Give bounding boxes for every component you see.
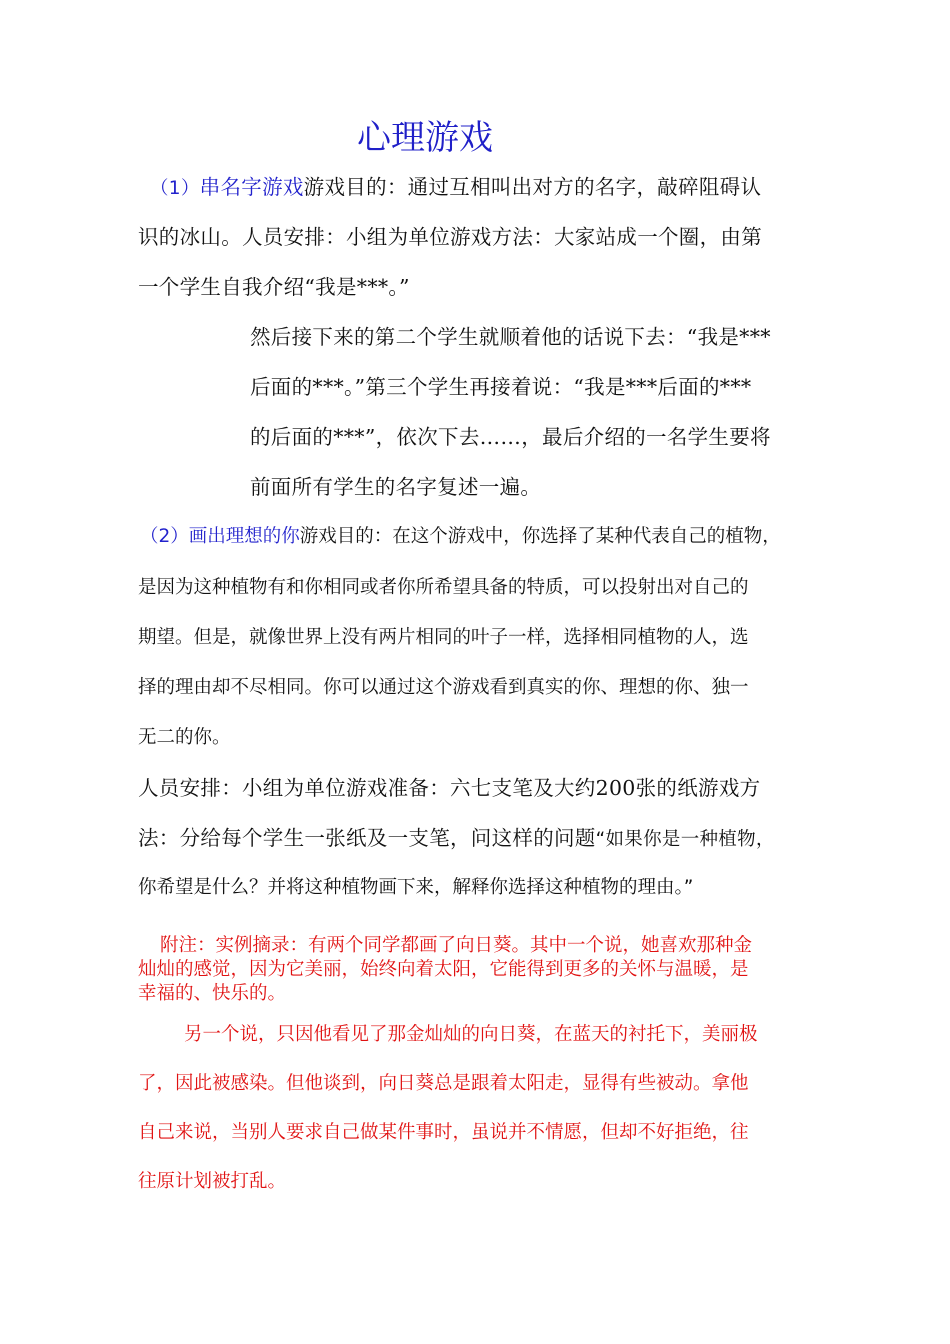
note-para2-line: 了，因此被感染。但他谈到，向日葵总是跟着太阳走，显得有些被动。拿他 (138, 1073, 749, 1094)
game1-name: 串名字游戏 (199, 175, 304, 199)
game1-number: （1） (150, 178, 200, 199)
game2-name: 画出理想的你 (188, 526, 300, 547)
note-line: 灿灿的感觉，因为它美丽，始终向着太阳，它能得到更多的关怀与温暖，是 (138, 959, 749, 980)
game1-line: 识的冰山。人员安排：小组为单位游戏方法：大家站成一个圈，由第 (138, 225, 762, 249)
game1-heading (150, 170, 761, 200)
game2-line: 期望。但是，就像世界上没有两片相同的叶子一样，选择相同植物的人，选 (138, 627, 749, 648)
page-title: 心理游戏 (357, 118, 493, 158)
game2-line: 游戏目的：在这个游戏中，你选择了某种代表自己的植物， (299, 526, 781, 547)
note-line: 附注：实例摘录：有两个同学都画了向日葵。其中一个说，她喜欢那种金 (160, 935, 753, 956)
note-para2-line: 自己来说，当别人要求自己做某件事时，虽说并不情愿，但却不好拒绝，往 (138, 1122, 749, 1143)
game2-arrangement-line (138, 821, 775, 851)
game2-heading (140, 522, 781, 548)
game1-indented-line: 后面的***。”第三个学生再接着说：“我是***后面的*** (250, 375, 752, 399)
game1-indented-line: 的后面的***”，依次下去……，最后介绍的一名学生要将 (250, 425, 771, 449)
note-line: 幸福的、快乐的。 (138, 983, 287, 1004)
game2-line: 择的理由却不尽相同。你可以通过这个游戏看到真实的你、理想的你、独一 (138, 677, 749, 698)
note-para2-line: 另一个说，只因他看见了那金灿灿的向日葵，在蓝天的衬托下，美丽极 (184, 1024, 758, 1045)
game1-indented-line: 然后接下来的第二个学生就顺着他的话说下去：“我是*** (250, 325, 771, 349)
game1-indented-line: 前面所有学生的名字复述一遍。 (250, 475, 542, 499)
game2-line: 无二的你。 (138, 727, 231, 748)
game2-line: 是因为这种植物有和你相同或者你所希望具备的特质，可以投射出对自己的 (138, 577, 749, 598)
game2-number: （2） (140, 526, 189, 547)
game2-question-start: “如果你是一种植物， (595, 829, 775, 850)
game2-arrangement-line: 你希望是什么？并将这种植物画下来，解释你选择这种植物的理由。” (138, 877, 694, 898)
game2-arrangement-line: 人员安排：小组为单位游戏准备：六七支笔及大约200张的纸游戏方 (138, 776, 761, 800)
note-para2-line: 往原计划被打乱。 (138, 1171, 287, 1192)
game1-line: 游戏目的：通过互相叫出对方的名字，敲碎阻碍认 (303, 175, 762, 199)
game1-line: 一个学生自我介绍“我是***。” (138, 275, 410, 299)
game2-arrangement-text: 法：分给每个学生一张纸及一支笔，问这样的问题 (138, 826, 596, 850)
